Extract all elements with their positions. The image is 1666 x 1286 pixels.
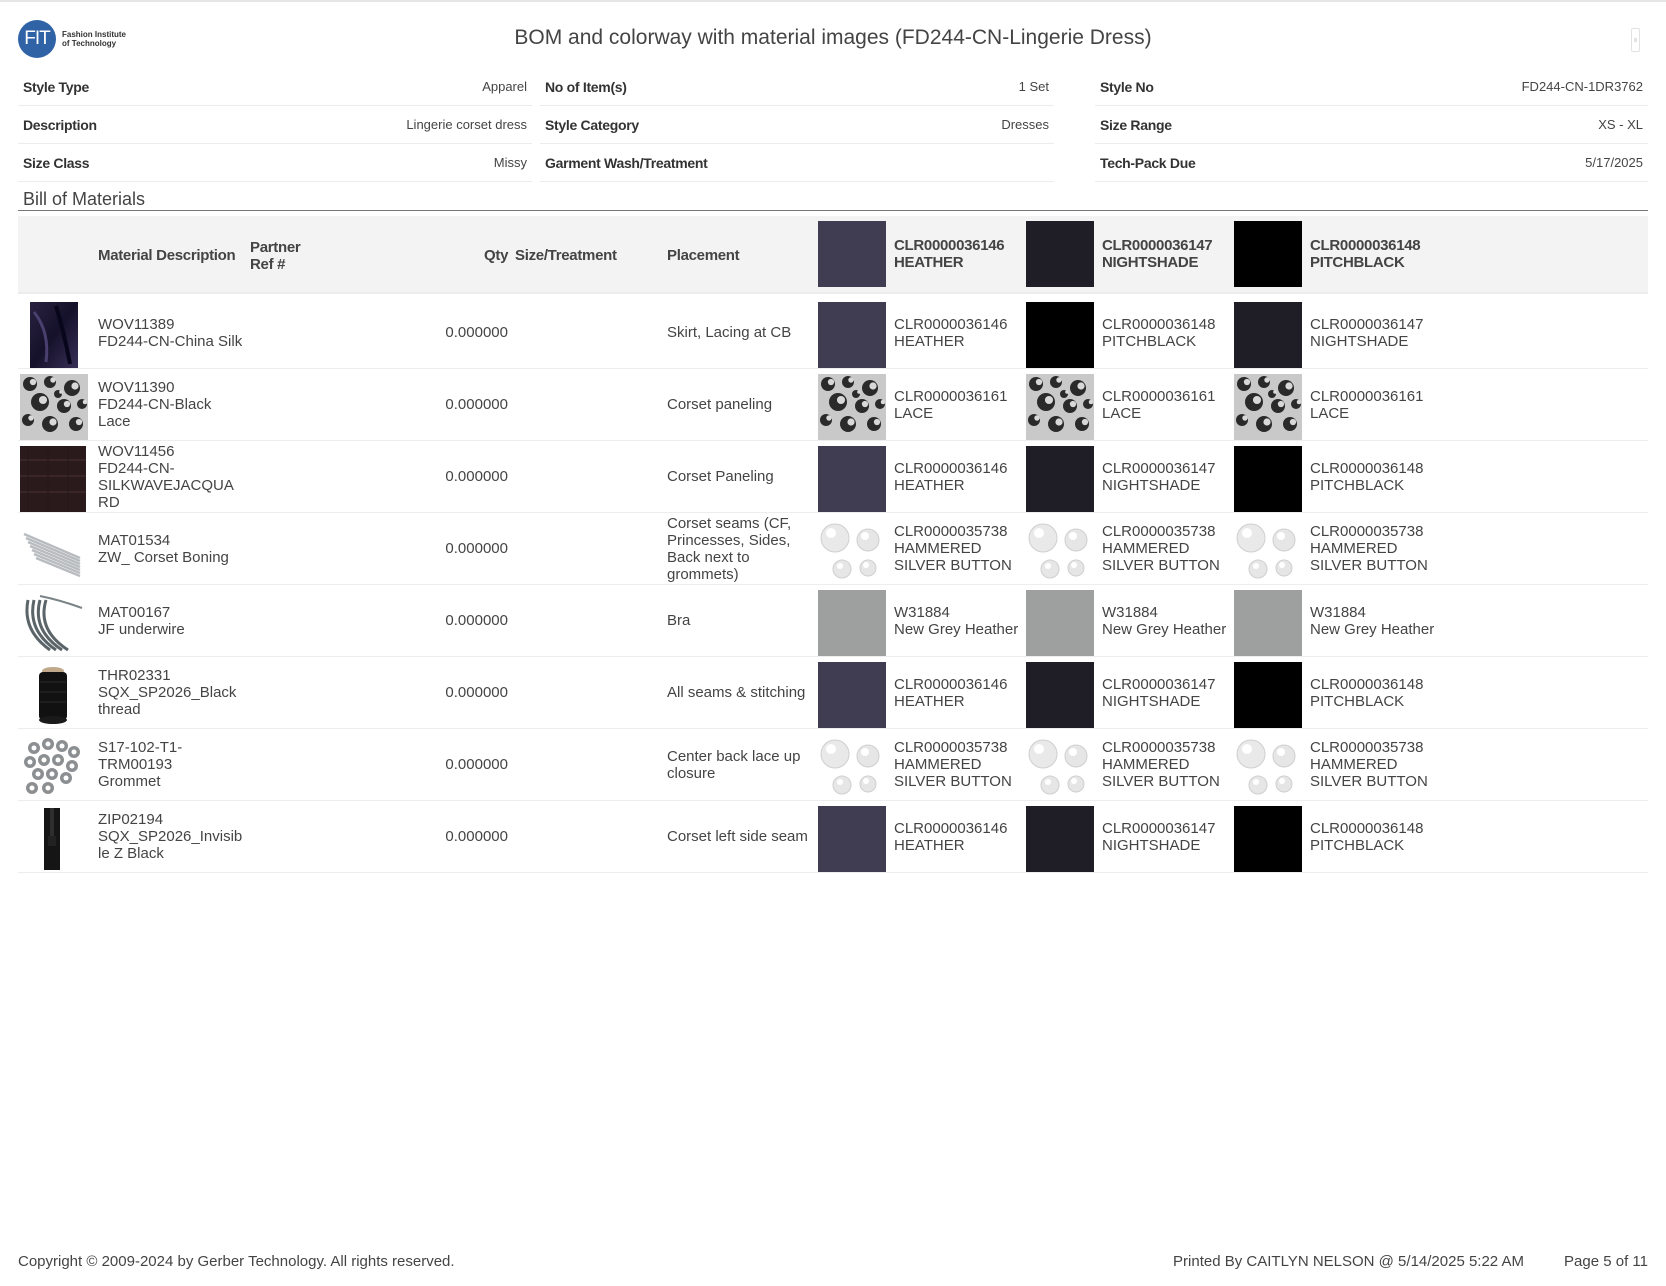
- logo-text: Fashion Institute of Technology: [62, 30, 126, 48]
- info-label: Garment Wash/Treatment: [545, 154, 708, 171]
- color-swatch: [818, 518, 886, 584]
- info-value: XS - XL: [1598, 117, 1643, 132]
- material-description: WOV11389 FD244-CN-China Silk: [98, 315, 243, 350]
- bom-row: [18, 729, 1648, 801]
- material-thumbnail: [20, 590, 86, 656]
- colorway-cell: [1026, 729, 1234, 800]
- material-placement: Corset paneling: [667, 396, 773, 413]
- info-value: 1 Set: [1018, 79, 1049, 94]
- logo-mark: FIT: [18, 20, 56, 58]
- header-colorway-2: [1026, 216, 1234, 292]
- color-swatch: [818, 446, 886, 512]
- color-label: W31884 New Grey Heather: [1102, 603, 1227, 638]
- color-label: W31884 New Grey Heather: [1310, 603, 1435, 638]
- material-placement: Corset seams (CF, Princesses, Sides, Back next to grommets): [667, 514, 792, 583]
- color-swatch: [818, 302, 886, 368]
- colorway-label: CLR0000036146 HEATHER: [894, 237, 1005, 271]
- colorway-cell: [1026, 657, 1234, 728]
- bom-table-header: [18, 216, 1648, 294]
- color-label: CLR0000036147 NIGHTSHADE: [1102, 819, 1216, 854]
- material-thumbnail: [20, 302, 86, 368]
- colorway-cell: [1026, 369, 1234, 440]
- material-description: S17-102-T1- TRM00193 Grommet: [98, 739, 183, 790]
- material-placement: Center back lace up closure: [667, 747, 801, 782]
- colorway-cell: [818, 801, 1026, 872]
- color-swatch: [1026, 590, 1094, 656]
- material-description: ZIP02194 SQX_SP2026_Invisib le Z Black: [98, 811, 243, 862]
- header-material-description: Material Description: [98, 247, 236, 264]
- page-title: BOM and colorway with material images (FD244-CN-Lingerie Dress): [514, 26, 1152, 49]
- colorway-swatch: [1234, 221, 1302, 287]
- color-swatch: [1026, 662, 1094, 728]
- color-label: CLR0000035738 HAMMERED SILVER BUTTON: [1102, 523, 1220, 574]
- colorway-cell: [1234, 513, 1442, 584]
- material-placement: Corset left side seam: [667, 828, 808, 845]
- material-thumbnail: [20, 518, 86, 584]
- info-label: Style Type: [23, 78, 89, 95]
- color-swatch: [1234, 662, 1302, 728]
- colorway-label: CLR0000036147 NIGHTSHADE: [1102, 237, 1213, 271]
- info-value: FD244-CN-1DR3762: [1521, 79, 1643, 94]
- bom-row: [18, 801, 1648, 873]
- material-qty: 0.000000: [445, 684, 508, 701]
- colorway-cell: [1234, 369, 1442, 440]
- color-swatch: [818, 662, 886, 728]
- material-thumbnail: [20, 734, 86, 800]
- material-placement: Corset Paneling: [667, 468, 774, 485]
- material-qty: 0.000000: [445, 468, 508, 485]
- phone-icon: [1631, 28, 1640, 52]
- info-value: Apparel: [482, 79, 527, 94]
- info-row-tech-pack-due: [1095, 144, 1648, 182]
- material-qty: 0.000000: [445, 540, 508, 557]
- color-label: CLR0000035738 HAMMERED SILVER BUTTON: [1310, 739, 1428, 790]
- printed-by-text: Printed By CAITLYN NELSON @ 5/14/2025 5:22 AM: [1173, 1253, 1524, 1270]
- bom-row: [18, 297, 1648, 369]
- header-qty: Qty: [484, 247, 509, 264]
- bom-row: [18, 657, 1648, 729]
- color-label: CLR0000036161 LACE: [1310, 387, 1424, 422]
- color-label: CLR0000035738 HAMMERED SILVER BUTTON: [894, 523, 1012, 574]
- color-label: CLR0000036147 NIGHTSHADE: [1310, 315, 1424, 350]
- colorway-cell: [1234, 801, 1442, 872]
- material-qty: 0.000000: [445, 612, 508, 629]
- material-placement: Skirt, Lacing at CB: [667, 324, 792, 341]
- colorway-cell: [1234, 297, 1442, 368]
- info-row-size-range: [1095, 106, 1648, 144]
- color-swatch: [818, 590, 886, 656]
- color-swatch: [1234, 734, 1302, 800]
- material-thumbnail: [20, 662, 86, 728]
- info-row-style-category: [540, 106, 1054, 144]
- color-label: CLR0000036161 LACE: [894, 387, 1008, 422]
- color-swatch: [1026, 302, 1094, 368]
- colorway-label: CLR0000036148 PITCHBLACK: [1310, 237, 1421, 271]
- material-qty: 0.000000: [445, 828, 508, 845]
- colorway-cell: [818, 729, 1026, 800]
- material-placement: Bra: [667, 612, 691, 629]
- color-swatch: [1026, 806, 1094, 872]
- header-placement: Placement: [667, 247, 740, 264]
- colorway-cell: [1026, 297, 1234, 368]
- header-size-treatment: Size/Treatment: [515, 247, 617, 264]
- colorway-cell: [818, 585, 1026, 656]
- color-label: CLR0000036146 HEATHER: [894, 819, 1008, 854]
- bom-row: [18, 369, 1648, 441]
- material-thumbnail: [20, 374, 86, 440]
- colorway-cell: [818, 657, 1026, 728]
- colorway-cell: [1234, 585, 1442, 656]
- material-placement: All seams & stitching: [667, 684, 806, 701]
- info-label: Description: [23, 116, 97, 133]
- section-title: Bill of Materials: [23, 189, 146, 209]
- color-swatch: [818, 734, 886, 800]
- info-column-1: [18, 68, 532, 182]
- color-label: CLR0000036147 NIGHTSHADE: [1102, 675, 1216, 710]
- colorway-cell: [818, 297, 1026, 368]
- colorway-cell: [1234, 729, 1442, 800]
- header-colorway-1: [818, 216, 1026, 292]
- material-description: WOV11456 FD244-CN- SILKWAVEJACQUA RD: [98, 442, 234, 511]
- colorway-cell: [818, 441, 1026, 512]
- color-label: CLR0000036146 HEATHER: [894, 459, 1008, 494]
- info-row-style-no: [1095, 68, 1648, 106]
- info-label: Size Range: [1100, 116, 1172, 133]
- colorway-cell: [1026, 441, 1234, 512]
- colorway-cell: [1026, 513, 1234, 584]
- material-qty: 0.000000: [445, 756, 508, 773]
- material-qty: 0.000000: [445, 396, 508, 413]
- material-thumbnail: [20, 446, 86, 512]
- page-header: [18, 16, 1648, 66]
- info-value: 5/17/2025: [1585, 155, 1643, 170]
- color-swatch: [1026, 734, 1094, 800]
- color-swatch: [1026, 446, 1094, 512]
- bom-row: [18, 441, 1648, 513]
- copyright-text: Copyright © 2009-2024 by Gerber Technology. All rights reserved.: [18, 1253, 455, 1270]
- material-description: MAT01534 ZW_ Corset Boning: [98, 531, 229, 566]
- color-label: CLR0000036148 PITCHBLACK: [1102, 315, 1216, 350]
- info-label: Style No: [1100, 78, 1154, 95]
- section-divider: [18, 210, 1648, 211]
- page-number: Page 5 of 11: [1564, 1253, 1648, 1270]
- colorway-swatch: [818, 221, 886, 287]
- info-label: Tech-Pack Due: [1100, 154, 1196, 171]
- color-swatch: [818, 374, 886, 440]
- color-label: CLR0000036147 NIGHTSHADE: [1102, 459, 1216, 494]
- color-swatch: [1234, 302, 1302, 368]
- info-row-garment-wash: [540, 144, 1054, 182]
- color-label: W31884 New Grey Heather: [894, 603, 1019, 638]
- info-value: Missy: [493, 155, 527, 170]
- material-qty: 0.000000: [445, 324, 508, 341]
- color-label: CLR0000036146 HEATHER: [894, 315, 1008, 350]
- color-label: CLR0000036148 PITCHBLACK: [1310, 819, 1424, 854]
- header-partner-ref: Partner Ref #: [250, 239, 301, 273]
- bom-row: [18, 585, 1648, 657]
- colorway-swatch: [1026, 221, 1094, 287]
- color-label: CLR0000035738 HAMMERED SILVER BUTTON: [894, 739, 1012, 790]
- material-description: THR02331 SQX_SP2026_Black thread: [98, 667, 237, 718]
- info-label: No of Item(s): [545, 78, 627, 95]
- material-thumbnail: [20, 806, 86, 872]
- material-description: WOV11390 FD244-CN-Black Lace: [98, 379, 212, 430]
- info-column-3: [1095, 68, 1648, 182]
- color-swatch: [1234, 446, 1302, 512]
- info-column-2: [540, 68, 1054, 182]
- colorway-cell: [818, 369, 1026, 440]
- colorway-cell: [1234, 657, 1442, 728]
- info-label: Size Class: [23, 154, 90, 171]
- color-label: CLR0000036148 PITCHBLACK: [1310, 675, 1424, 710]
- color-label: CLR0000036146 HEATHER: [894, 675, 1008, 710]
- color-swatch: [818, 806, 886, 872]
- material-description: MAT00167 JF underwire: [98, 603, 185, 638]
- info-row-no-of-items: [540, 68, 1054, 106]
- color-swatch: [1234, 374, 1302, 440]
- info-row-size-class: [18, 144, 532, 182]
- colorway-cell: [818, 513, 1026, 584]
- color-swatch: [1234, 806, 1302, 872]
- colorway-cell: [1026, 585, 1234, 656]
- color-swatch: [1234, 590, 1302, 656]
- color-swatch: [1234, 518, 1302, 584]
- bom-row: [18, 513, 1648, 585]
- colorway-cell: [1026, 801, 1234, 872]
- info-value: Lingerie corset dress: [406, 117, 527, 132]
- color-label: CLR0000036148 PITCHBLACK: [1310, 459, 1424, 494]
- info-value: Dresses: [1001, 117, 1049, 132]
- color-swatch: [1026, 374, 1094, 440]
- info-row-style-type: [18, 68, 532, 106]
- color-swatch: [1026, 518, 1094, 584]
- info-row-description: [18, 106, 532, 144]
- info-label: Style Category: [545, 116, 639, 133]
- header-colorway-3: [1234, 216, 1442, 292]
- color-label: CLR0000036161 LACE: [1102, 387, 1216, 422]
- colorway-cell: [1234, 441, 1442, 512]
- color-label: CLR0000035738 HAMMERED SILVER BUTTON: [1310, 523, 1428, 574]
- color-label: CLR0000035738 HAMMERED SILVER BUTTON: [1102, 739, 1220, 790]
